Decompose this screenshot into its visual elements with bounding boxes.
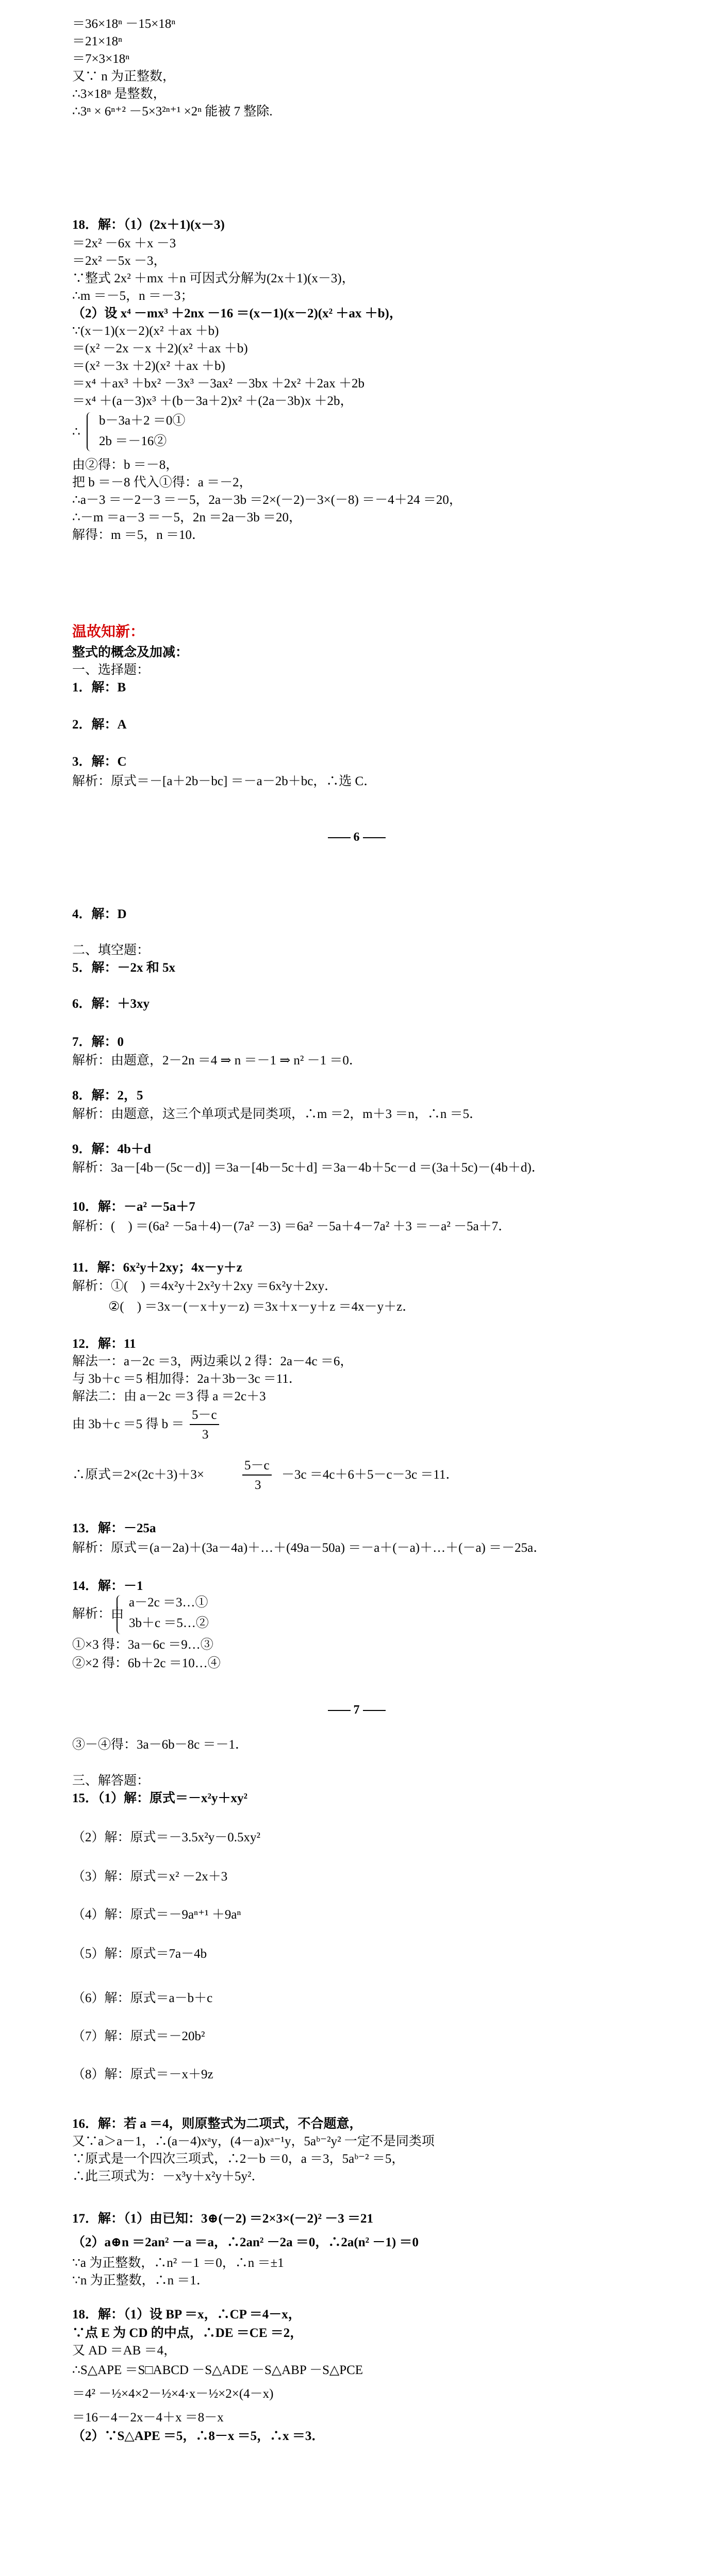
answer-line: 3．解：C [72,755,127,769]
text-line: 解得：m ＝5，n ＝10． [72,528,205,542]
therefore-symbol: ∴ [72,425,80,439]
analysis-line: ＝4² －½×4×2－½×4·x－½×2×(4－x) [72,2387,274,2401]
answer-line: 15．（1）解：原式＝－x²y＋xy² [72,1791,247,1805]
system-brace [87,412,96,451]
text-line: ∵整式 2x² ＋mx ＋n 可因式分解为(2x＋1)(x－3)， [72,272,355,285]
fraction-numerator: 5－c [190,1406,219,1425]
answer-line: （4）解：原式＝－9aⁿ⁺¹ ＋9aⁿ [72,1908,241,1922]
answer-line: 2．解：A [72,718,127,732]
text-line: 由②得：b ＝－8， [72,458,179,472]
analysis-line: 解析：3a－[4b－(5c－d)] ＝3a－[4b－5c＋d] ＝3a－4b＋5c－d ＝(3a＋5c)－(4b＋d)． [72,1161,544,1175]
analysis-line: 解析：由题意，2－2n ＝4 ⇒ n ＝－1 ⇒ n² －1 ＝0． [72,1054,362,1067]
text-line: ∴a－3 ＝－2－3 ＝－5，2a－3b ＝2×(－2)－3×(－8) ＝－4＋24 ＝20， [72,493,462,507]
analysis-line: 解析：原式＝(a－2a)＋(3a－4a)＋…＋(49a－50a) ＝－a＋(－a)＋…＋(－a) ＝－25a． [72,1541,546,1555]
analysis-line: ①×3 得：3a－6c ＝9…③ [72,1638,213,1652]
analysis-line: ∵点 E 为 CD 的中点，∴DE ＝CE ＝2， [72,2326,303,2340]
text-line: ∴－m ＝a－3 ＝－5，2n ＝2a－3b ＝20， [72,511,302,524]
text-line: ＝x⁴ ＋(a－3)x³ ＋(b－3a＋2)x² ＋(2a－3b)x ＋2b， [72,394,353,408]
answer-line: 6．解：＋3xy [72,997,150,1011]
text-line: ＝(x² －3x ＋2)(x² ＋ax ＋b) [72,359,225,373]
analysis-line: ∵a 为正整数，∴n² －1 ＝0，∴n ＝±1 [72,2256,284,2270]
fraction-denominator: 3 [202,1428,209,1442]
answer-line: 14．解：－1 [72,1579,143,1593]
analysis-line: 解法一：a－2c ＝3，两边乘以 2 得：2a－4c ＝6， [72,1354,353,1368]
analysis-line: （2）∵S△APE ＝5，∴8－x ＝5，∴x ＝3． [72,2429,325,2443]
question-heading: 18．解：（1）(2x＋1)(x－3) [72,218,225,232]
answer-line: （3）解：原式＝x² －2x＋3 [72,1870,228,1884]
text-line: 把 b ＝－8 代入①得：a ＝－2， [72,476,252,489]
text-line: 又∵ n 为正整数， [72,70,176,83]
analysis-line: ＝16－4－2x－4＋x ＝8－x [72,2411,224,2425]
text-line: ＝x⁴ ＋ax³ ＋bx² －3x³ －3ax² －3bx ＋2x² ＋2ax ＋2b [72,377,364,391]
answer-line: （2）a⊕n ＝2an² －a ＝a，∴2an² －2a ＝0，∴2a(n² －1) ＝0 [72,2235,419,2249]
analysis-line: ③－④得：3a－6b－8c ＝－1． [72,1738,248,1752]
text-line: ∴3×18ⁿ 是整数， [72,87,166,101]
analysis-line: 由 3b＋c ＝5 得 b ＝ [72,1417,185,1431]
analysis-line: 解法二：由 a－2c ＝3 得 a ＝2c＋3 [72,1389,266,1403]
analysis-line: 又∵a＞a－1，∴(a－4)xᵃy，(4－a)xᵃ⁻¹y，5aᵇ⁻²y² 一定不是同类项 [72,2134,435,2148]
analysis-line: ②( ) ＝3x－(－x＋y－z) ＝3x＋x－y＋z ＝4x－y＋z． [108,1300,416,1314]
page-number: 7 [0,1703,713,1717]
equation-line: b－3a＋2 ＝0① [99,414,186,428]
equation-line: a－2c ＝3…① [129,1596,208,1609]
analysis-line: ∴S△APE ＝S□ABCD －S△ADE －S△ABP －S△PCE [72,2363,363,2377]
text-line: ＝7×3×18ⁿ [72,52,130,66]
equation-line: 2b ＝－16② [99,434,167,448]
answer-line: 9．解：4b＋d [72,1142,151,1156]
analysis-line: ∵n 为正整数，∴n ＝1． [72,2274,209,2287]
analysis-line: 与 3b＋c ＝5 相加得：2a＋3b－3c ＝11． [72,1372,302,1386]
analysis-line: 解析：由 [72,1607,124,1621]
answer-line: 12．解：11 [72,1337,136,1351]
answer-line: 10．解：－a² －5a＋7 [72,1200,195,1214]
section-title: 温故知新： [72,624,145,640]
answer-line: 1．解：B [72,681,126,694]
equation-line: 3b＋c ＝5…② [129,1616,209,1630]
text-line: ＝36×18ⁿ －15×18ⁿ [72,17,176,31]
answer-line: （5）解：原式＝7a－4b [72,1947,207,1961]
analysis-line: 解析：由题意，这三个单项式是同类项，∴m ＝2，m＋3 ＝n，∴n ＝5． [72,1107,483,1121]
system-brace [117,1595,126,1634]
text-line: ∴m ＝－5，n ＝－3； [72,289,194,303]
answer-line: 5．解：－2x 和 5x [72,961,176,975]
analysis-line: －3c ＝4c＋6＋5－c－3c ＝11． [281,1468,459,1482]
analysis-line: ②×2 得：6b＋2c ＝10…④ [72,1656,221,1670]
answer-line: 8．解：2，5 [72,1089,143,1103]
answer-line: （7）解：原式＝－20b² [72,2029,205,2043]
analysis-line: 解析：①( ) ＝4x²y＋2x²y＋2xy ＝6x²y＋2xy． [72,1279,338,1293]
answer-line: （8）解：原式＝－x＋9z [72,2067,213,2081]
answer-line: （6）解：原式＝a－b＋c [72,1991,213,2005]
analysis-line: ∴原式＝2×(2c＋3)＋3× [72,1468,204,1482]
text-line: ＝2x² －5x －3， [72,254,167,268]
answer-line: 13．解：－25a [72,1521,156,1535]
answer-line: 16．解：若 a ＝4，则原整式为二项式，不合题意， [72,2117,362,2131]
page-number: 6 [0,831,713,844]
section-heading: 三、解答题： [72,1774,150,1788]
fraction-denominator: 3 [255,1478,261,1492]
analysis-line: ∴此三项式为：－x³y＋x²y＋5y²． [72,2170,264,2183]
text-line: ＝21×18ⁿ [72,35,122,48]
analysis-line: ∵原式是一个四次三项式，∴2－b ＝0，a ＝3，5aᵇ⁻² ＝5， [72,2152,405,2166]
fraction-numerator: 5－c [242,1457,272,1476]
answer-line: 18．解：（1）设 BP ＝x，∴CP ＝4－x， [72,2308,301,2321]
text-line: ＝(x² －2x －x ＋2)(x² ＋ax ＋b) [72,342,248,355]
section-heading: 二、填空题： [72,943,150,957]
analysis-line: 解析：( ) ＝(6a² －5a＋4)－(7a² －3) ＝6a² －5a＋4－7a² ＋3 ＝－a² －5a＋7． [72,1219,511,1233]
answer-line: 17．解：（1）由已知：3⊕(－2) ＝2×3×(－2)² －3 ＝21 [72,2212,373,2226]
text-line: ∴3ⁿ × 6ⁿ⁺² －5×3²ⁿ⁺¹ ×2ⁿ 能被 7 整除. [72,105,273,118]
answer-line: 7．解：0 [72,1035,124,1049]
answer-line: 11．解：6x²y＋2xy；4x－y＋z [72,1261,242,1275]
section-subtitle: 整式的概念及加减： [72,646,189,659]
answer-line: 4．解：D [72,907,127,921]
text-line: ∵(x－1)(x－2)(x² ＋ax ＋b) [72,324,219,338]
section-heading: 一、选择题： [72,663,150,677]
analysis-line: 又 AD ＝AB ＝4， [72,2344,177,2358]
answer-line: （2）解：原式＝－3.5x²y－0.5xy² [72,1831,260,1844]
text-line: ＝2x² －6x ＋x －3 [72,236,176,250]
analysis-line: 解析：原式＝－[a＋2b－bc] ＝－a－2b＋bc，∴选 C． [72,774,377,788]
text-line: （2）设 x⁴ －mx³ ＋2nx －16 ＝(x－1)(x－2)(x² ＋ax ＋b)， [72,307,402,320]
